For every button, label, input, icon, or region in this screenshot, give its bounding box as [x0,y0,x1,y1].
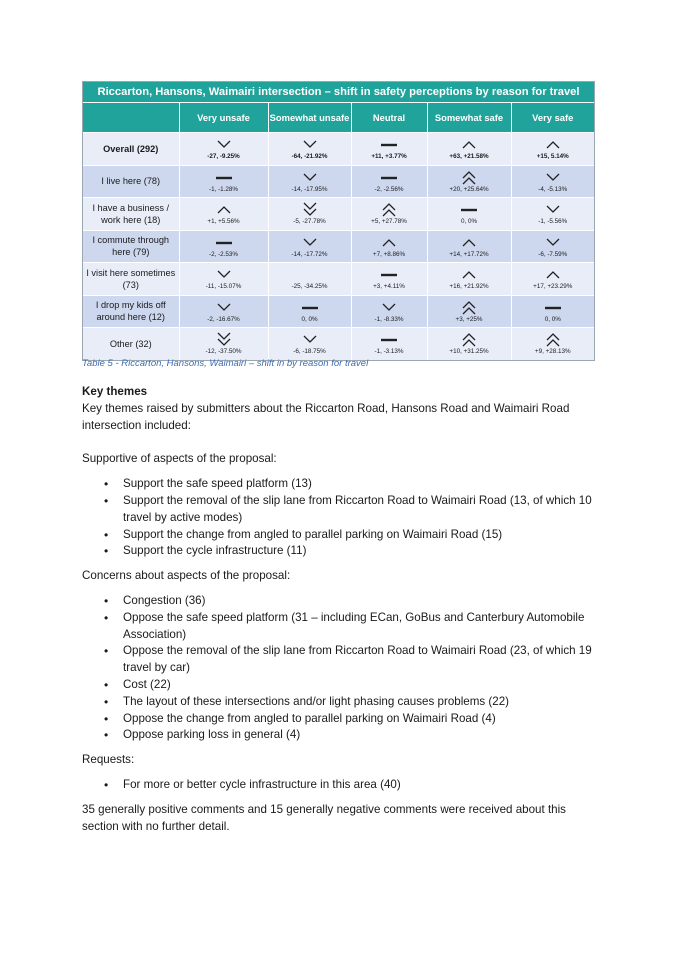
cell-value: +14, +17.72% [449,250,489,258]
dash-icon [379,266,399,283]
column-header: Very safe [511,103,594,133]
table-cell [179,230,268,263]
table-row [83,198,594,231]
intro-paragraph: Key themes raised by submitters about the Riccarton Road, Hansons Road and Waimairi Road intersection included: [82,401,570,432]
list-item: • Oppose the removal of the slip lane from Riccarton Road to Waimairi Road (23, of which 19 travel by car) [82,643,602,677]
table-cell [351,165,427,198]
list-item: • Support the cycle infrastructure (11) [82,543,602,560]
row-label: I drop my kids off around here (12) [83,295,179,328]
double-chevron-down-icon [214,331,234,348]
cell-value: +15, 5.14% [536,153,569,161]
table-cell [511,198,594,231]
column-header: Very unsafe [179,103,268,133]
cell-value: +16, +21.92% [449,283,489,291]
dash-icon [379,169,399,186]
table-cell [427,295,511,328]
cell-value: -11, -15.07% [205,283,242,291]
cell-value: -64, -21.92% [291,153,328,161]
table-cell [268,198,351,231]
double-chevron-up-icon [459,331,479,348]
requests-label: Requests: [82,753,135,767]
list-item: • Support the safe speed platform (13) [82,476,602,493]
cell-value: +7, +8.86% [372,250,406,258]
table-cell [511,328,594,360]
table-cell [268,230,351,263]
table-cell [179,263,268,296]
table-row [83,165,594,198]
table-cell [351,198,427,231]
dash-icon [379,331,399,348]
row-label: Overall (292) [83,133,179,166]
chevron-up-icon [379,234,399,251]
table-cell [179,133,268,166]
table-cell [179,198,268,231]
chevron-up-icon [459,136,479,153]
concerns-list [82,593,602,744]
chevron-down-icon [300,169,320,186]
cell-value: +1, +5.56% [207,218,240,226]
cell-value: 0, 0% [544,315,561,323]
cell-value: -6, -7.59% [538,250,568,258]
table-cell [351,133,427,166]
cell-value: 0, 0% [460,218,478,226]
chevron-down-icon [543,234,563,251]
cell-value: -27, -9.25% [207,153,240,161]
table-cell [511,295,594,328]
dash-icon [543,299,563,316]
cell-value: -1, -3.13% [374,348,404,356]
column-header: Somewhat safe [427,103,511,133]
chevron-down-icon [300,331,320,348]
column-header: Neutral [351,103,427,133]
list-item: • Cost (22) [82,677,602,694]
cell-value: +9, +28.13% [534,348,571,356]
cell-value: -2, -2.53% [208,250,239,258]
table-cell [179,328,268,360]
cell-value: +20, +25.64% [449,185,489,193]
table-row [83,230,594,263]
table-cell [427,165,511,198]
list-item: • The layout of these intersections and/or light phasing causes problems (22) [82,694,602,711]
chevron-up-icon [459,266,479,283]
header-corner [83,103,179,133]
safety-perception-table [82,81,595,361]
row-label: I commute through here (79) [83,230,179,263]
supportive-label: Supportive of aspects of the proposal: [82,452,277,466]
list-item: • Support the change from angled to parallel parking on Waimairi Road (15) [82,527,602,544]
column-header: Somewhat unsafe [268,103,351,133]
cell-value: -1, -5.56% [538,218,568,226]
list-item: • Oppose the change from angled to parallel parking on Waimairi Road (4) [82,711,602,728]
concerns-label: Concerns about aspects of the proposal: [82,569,291,583]
cell-value: +63, +21.58% [449,153,489,161]
table-cell [511,165,594,198]
table-cell [268,263,351,296]
table-title: Riccarton, Hansons, Waimairi intersection – shift in safety perceptions by reason for travel [83,82,594,103]
cell-value: -1, -1.28% [208,185,239,193]
table-row [83,328,594,360]
closing-paragraph: 35 generally positive comments and 15 generally negative comments were received about this section with no further detail. [82,802,566,833]
chevron-down-icon [300,136,320,153]
table-row [83,133,594,166]
table-cell [179,165,268,198]
table-cell [268,328,351,360]
cell-value: -2, -2.56% [374,185,404,193]
double-chevron-down-icon [300,201,320,218]
chevron-down-icon [543,201,563,218]
chevron-up-icon [543,266,563,283]
chevron-up-icon [543,136,563,153]
chevron-down-icon [379,299,399,316]
table-row [83,263,594,296]
table-caption: Table 5 - Riccarton, Hansons, Waimairi – shift in by reason for travel [82,358,369,369]
double-chevron-up-icon [459,299,479,316]
list-item: • Oppose the safe speed platform (31 – including ECan, GoBus and Canterbury Automobile Association) [82,610,602,644]
cell-value: +17, +23.29% [533,283,573,291]
table-cell [351,328,427,360]
table-cell [427,263,511,296]
cell-value: +11, +3.77% [371,153,407,161]
row-label: Other (32) [83,328,179,360]
chevron-down-icon [214,136,234,153]
cell-value: -2, -16.67% [207,315,240,323]
section-heading: Key themes [82,385,148,398]
dash-icon [214,169,234,186]
table-cell [427,198,511,231]
key-themes-section [82,384,602,835]
chevron-down-icon [300,234,320,251]
chevron-down-icon [543,169,563,186]
table-row [83,295,594,328]
cell-value: -12, -37.50% [205,348,242,356]
double-chevron-up-icon [543,331,563,348]
cell-value: +5, +27.78% [371,218,407,226]
table-cell [179,295,268,328]
table-cell [427,230,511,263]
blank-icon [300,266,320,283]
dash-icon [214,234,234,251]
table-cell [351,263,427,296]
row-label: I have a business / work here (18) [83,198,179,231]
table-cell [511,263,594,296]
cell-value: +3, +25% [455,315,483,323]
table-cell [427,328,511,360]
cell-value: -5, -27.78% [293,218,326,226]
cell-value: -6, -18.75% [293,348,326,356]
table-cell [268,165,351,198]
table-cell [511,133,594,166]
table-header-row [83,103,594,133]
table-cell [427,133,511,166]
table-grid [83,103,594,360]
table-cell [351,295,427,328]
table-cell [351,230,427,263]
requests-list [82,777,602,794]
chevron-up-icon [459,234,479,251]
table-cell [511,230,594,263]
cell-value: -4, -5.13% [538,185,568,193]
chevron-down-icon [214,266,234,283]
dash-icon [300,299,320,316]
double-chevron-up-icon [379,201,399,218]
row-label: I visit here sometimes (73) [83,263,179,296]
dash-icon [459,201,479,218]
cell-value: -1, -8.33% [374,315,404,323]
row-label: I live here (78) [83,165,179,198]
chevron-down-icon [214,299,234,316]
list-item: • For more or better cycle infrastructure in this area (40) [82,777,602,794]
cell-value: -14, -17.95% [291,185,328,193]
double-chevron-up-icon [459,169,479,186]
list-item: • Support the removal of the slip lane from Riccarton Road to Waimairi Road (13, of which 10 travel by active modes) [82,493,602,527]
cell-value: -25, -34.25% [291,283,328,291]
table-cell [268,295,351,328]
list-item: • Congestion (36) [82,593,602,610]
cell-value: -14, -17.72% [291,250,328,258]
cell-value: +3, +4.11% [373,283,405,291]
dash-icon [379,136,399,153]
chevron-up-icon [214,201,234,218]
cell-value: 0, 0% [301,315,318,323]
table-cell [268,133,351,166]
cell-value: +10, +31.25% [449,348,489,356]
list-item: • Oppose parking loss in general (4) [82,727,602,744]
supportive-list [82,476,602,560]
